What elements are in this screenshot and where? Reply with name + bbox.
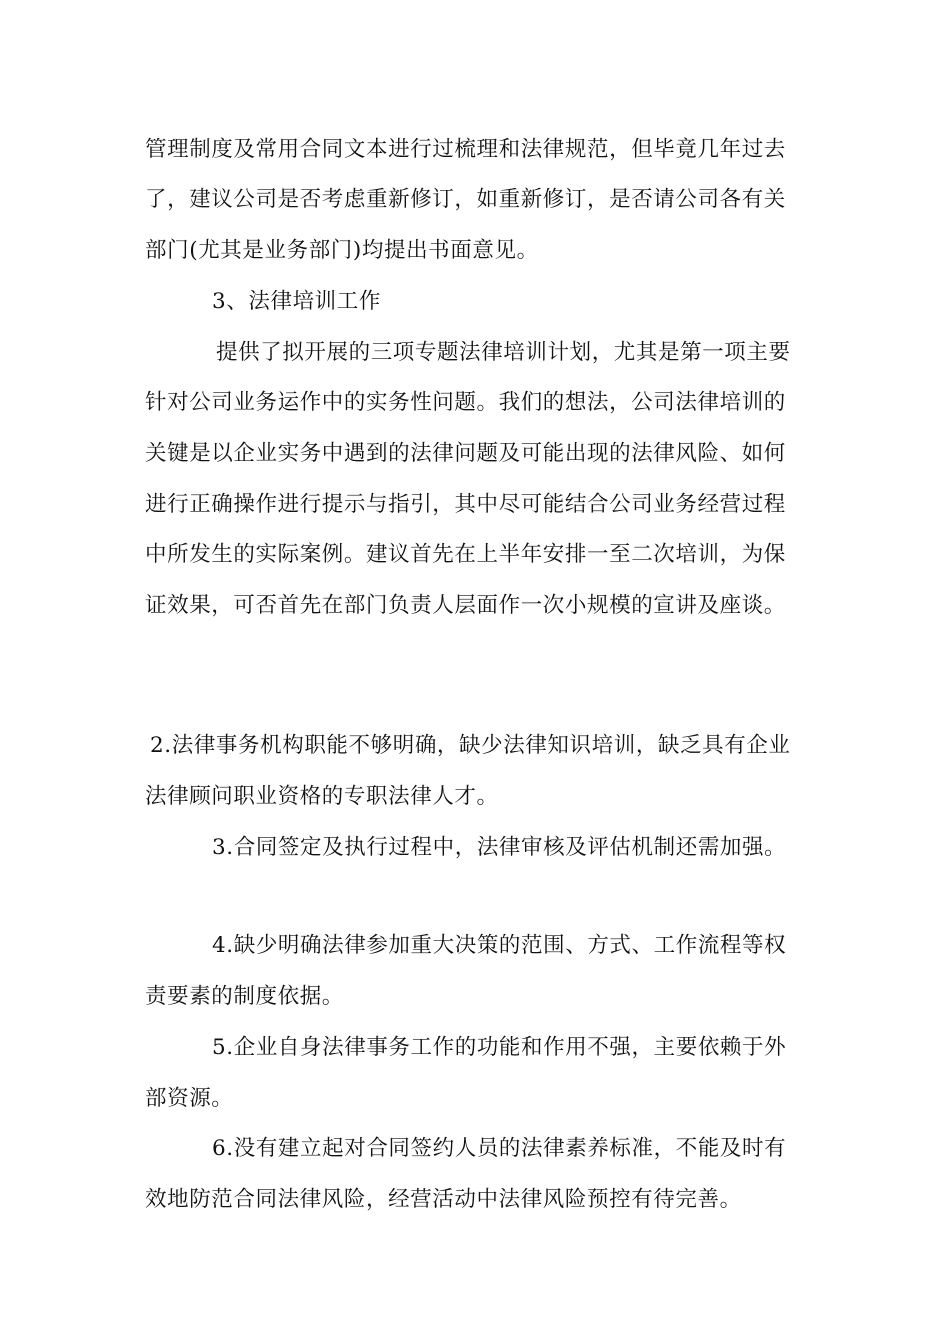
list-item: 2.法律事务机构职能不够明确，缺少法律知识培训，缺乏具有企业 — [150, 733, 791, 758]
list-item: 6.没有建立起对合同签约人员的法律素养标准，不能及时有 — [212, 1136, 787, 1161]
paragraph-line: 部门(尤其是业务部门)均提出书面意见。 — [145, 238, 539, 263]
paragraph-line: 管理制度及常用合同文本进行过梳理和法律规范，但毕竟几年过去 — [145, 137, 786, 162]
paragraph-line: 针对公司业务运作中的实务性问题。我们的想法，公司法律培训的 — [145, 390, 786, 415]
list-item-continuation: 效地防范合同法律风险，经营活动中法律风险预控有待完善。 — [145, 1187, 742, 1212]
section-heading: 3、法律培训工作 — [212, 289, 381, 314]
list-item-continuation: 法律顾问职业资格的专职法律人才。 — [145, 784, 499, 809]
list-item: 4.缺少明确法律参加重大决策的范围、方式、工作流程等权 — [212, 933, 787, 958]
paragraph-line: 提供了拟开展的三项专题法律培训计划，尤其是第一项主要 — [216, 340, 791, 365]
paragraph-line: 证效果，可否首先在部门负责人层面作一次小规模的宣讲及座谈。 — [145, 593, 786, 618]
list-item: 3.合同签定及执行过程中，法律审核及评估机制还需加强。 — [212, 835, 787, 860]
paragraph-line: 进行正确操作进行提示与指引，其中尽可能结合公司业务经营过程 — [145, 492, 786, 517]
list-item-continuation: 责要素的制度依据。 — [145, 984, 344, 1009]
paragraph-line: 关键是以企业实务中遇到的法律问题及可能出现的法律风险、如何 — [145, 441, 786, 466]
list-item-continuation: 部资源。 — [145, 1086, 234, 1111]
paragraph-line: 了，建议公司是否考虑重新修订，如重新修订，是否请公司各有关 — [145, 187, 786, 212]
list-item: 5.企业自身法律事务工作的功能和作用不强，主要依赖于外 — [212, 1035, 787, 1060]
paragraph-line: 中所发生的实际案例。建议首先在上半年安排一至二次培训，为保 — [145, 542, 786, 567]
